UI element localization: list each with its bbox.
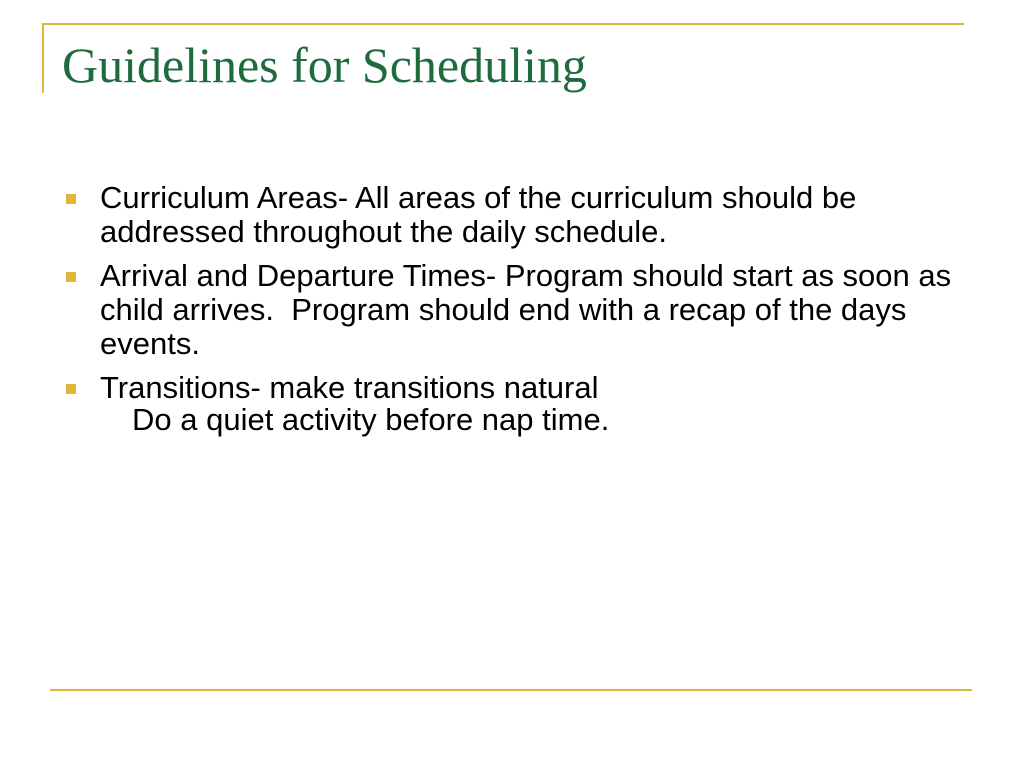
bullet-text: Curriculum Areas- All areas of the curriculum should be addressed throughout the daily schedule.	[100, 180, 857, 249]
square-bullet-icon	[66, 272, 76, 282]
square-bullet-icon	[66, 384, 76, 394]
continuation-line: Do a quiet activity before nap time.	[132, 402, 610, 437]
square-bullet-icon	[66, 194, 76, 204]
slide-body	[62, 181, 972, 437]
top-accent-rule	[42, 23, 964, 25]
bullet-list	[62, 181, 972, 405]
bullet-item	[62, 371, 972, 405]
left-accent-rule	[42, 23, 44, 93]
bullet-item	[62, 181, 972, 249]
bottom-accent-rule	[50, 689, 972, 691]
bullet-item	[62, 259, 972, 361]
bullet-text: Transitions- make transitions natural	[100, 370, 599, 405]
slide-title: Guidelines for Scheduling	[62, 37, 587, 93]
bullet-text: Arrival and Departure Times- Program should start as soon as child arrives. Program should end with a recap of the days events.	[100, 258, 960, 361]
